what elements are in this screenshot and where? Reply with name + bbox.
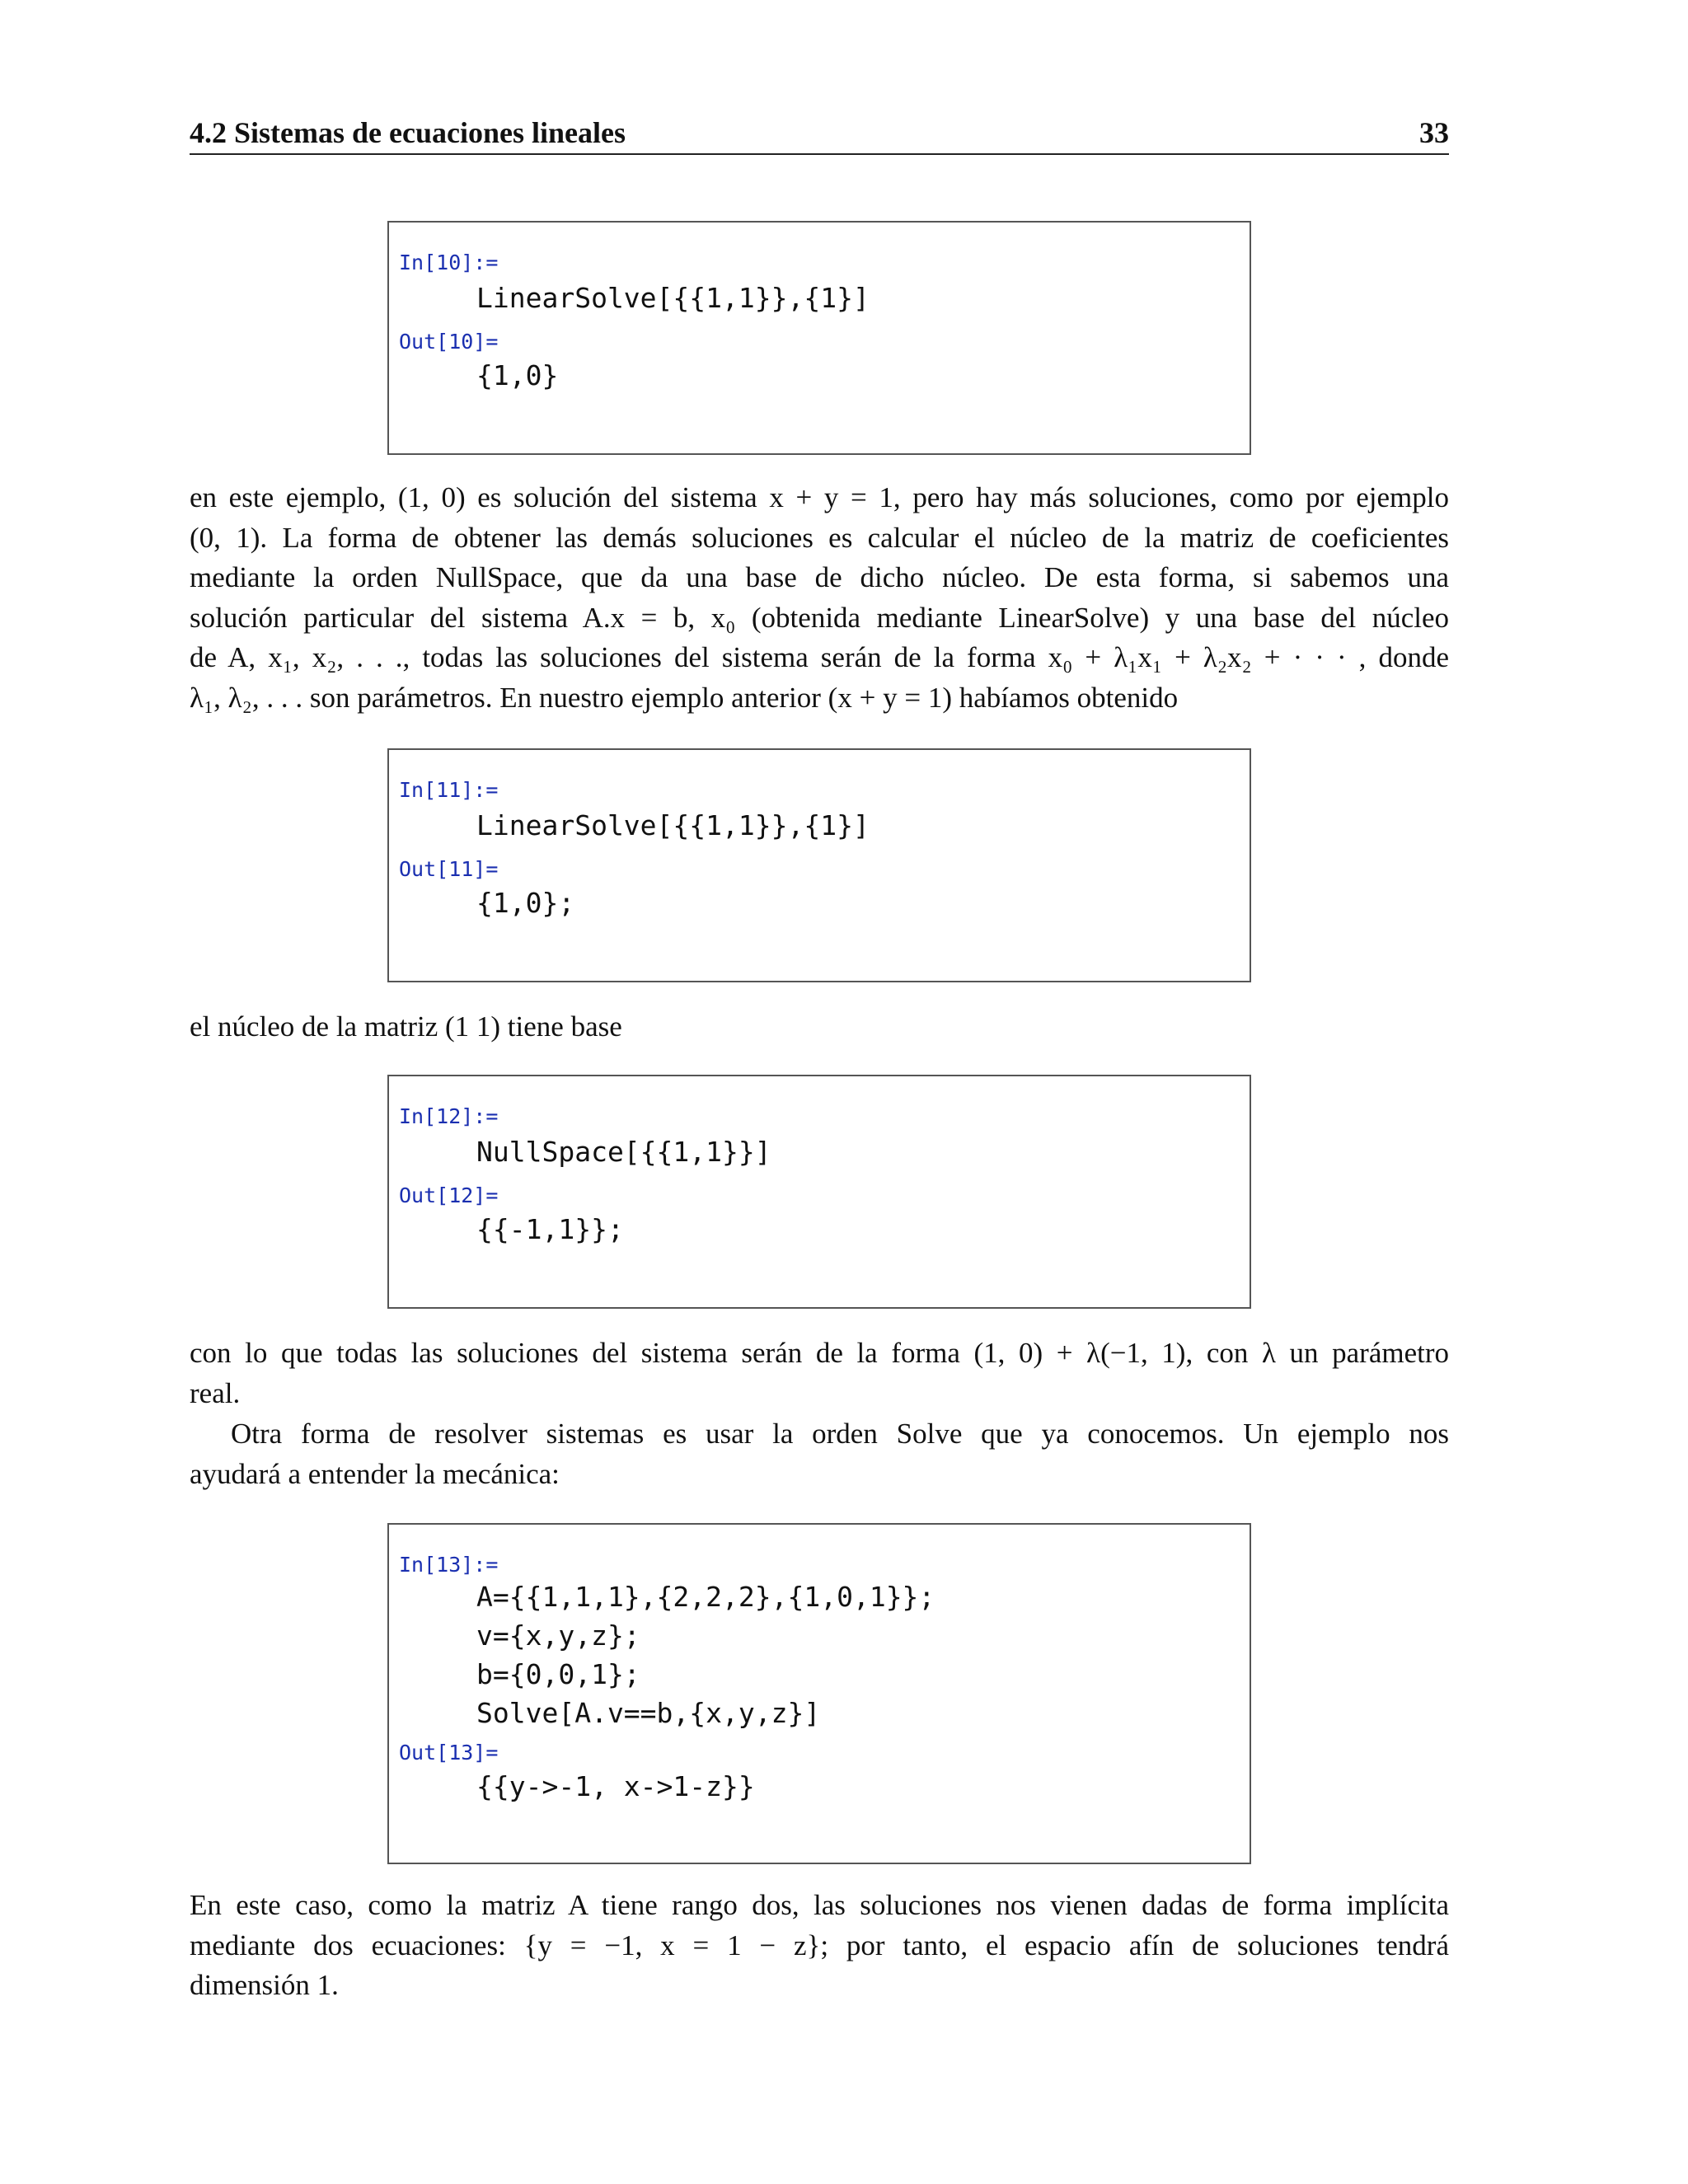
text-line: En este caso, como la matriz A tiene rango dos, las soluciones nos vienen dadas de forma implícita <box>190 1889 1449 1921</box>
input-prompt: In[10]:= <box>399 251 499 274</box>
input-prompt: In[11]:= <box>399 778 499 802</box>
text-line: el núcleo de la matriz (1 1) tiene base <box>190 1010 622 1043</box>
output-prompt: Out[10]= <box>399 330 499 354</box>
output-code: {{y->-1, x->1-z}} <box>476 1770 755 1802</box>
output-prompt: Out[13]= <box>399 1741 499 1765</box>
input-code-line: Solve[A.v==b,{x,y,z}] <box>476 1697 821 1729</box>
code-cell-12 <box>387 1075 1251 1309</box>
input-code-line: A={{1,1,1},{2,2,2},{1,0,1}}; <box>476 1581 935 1613</box>
section-title: 4.2 Sistemas de ecuaciones lineales <box>190 116 626 149</box>
text-line: con lo que todas las soluciones del sistema serán de la forma (1, 0) + λ(−1, 1), con λ un parámetro <box>190 1337 1449 1369</box>
paragraph-2 <box>190 1007 1449 1047</box>
text-line: solución particular del sistema A.x = b, x₀ (obtenida mediante LinearSolve) y una base del núcleo <box>190 601 1449 634</box>
input-prompt: In[12]:= <box>399 1104 499 1128</box>
input-code: LinearSolve[{{1,1}},{1}] <box>476 282 870 314</box>
page-number: 33 <box>1419 116 1449 149</box>
paragraph-4 <box>190 1414 1449 1494</box>
text-line: dimensión 1. <box>190 1969 339 2001</box>
text-line: λ₁, λ₂, . . . son parámetros. En nuestro ejemplo anterior (x + y = 1) habíamos obtenido <box>190 681 1179 714</box>
running-header <box>190 115 1449 155</box>
input-code-line: v={x,y,z}; <box>476 1619 640 1652</box>
code-cell-10 <box>387 221 1251 455</box>
input-code: NullSpace[{{1,1}}] <box>476 1136 771 1168</box>
output-code: {{-1,1}}; <box>476 1213 624 1245</box>
paragraph-5 <box>190 1886 1449 2006</box>
input-code: LinearSolve[{{1,1}},{1}] <box>476 809 870 841</box>
input-prompt: In[13]:= <box>399 1553 499 1577</box>
text-line: mediante dos ecuaciones: {y = −1, x = 1 − z}; por tanto, el espacio afín de soluciones tendrá <box>190 1929 1449 1961</box>
output-code: {1,0}; <box>476 887 575 919</box>
code-cell-13 <box>387 1523 1251 1864</box>
paragraph-1 <box>190 478 1449 718</box>
text-line: Otra forma de resolver sistemas es usar la orden Solve que ya conocemos. Un ejemplo nos <box>231 1418 1449 1450</box>
code-cell-11 <box>387 748 1251 982</box>
text-line: mediante la orden NullSpace, que da una base de dicho núcleo. De esta forma, si sabemos una <box>190 561 1449 593</box>
text-line: en este ejemplo, (1, 0) es solución del sistema x + y = 1, pero hay más soluciones, como por ejemplo <box>190 481 1449 513</box>
text-line: (0, 1). La forma de obtener las demás soluciones es calcular el núcleo de la matriz de coeficientes <box>190 521 1449 554</box>
output-prompt: Out[12]= <box>399 1183 499 1207</box>
input-code-line: b={0,0,1}; <box>476 1658 640 1690</box>
text-line: real. <box>190 1376 241 1409</box>
output-prompt: Out[11]= <box>399 857 499 881</box>
paragraph-3 <box>190 1333 1449 1413</box>
text-line: ayudará a entender la mecánica: <box>190 1457 560 1490</box>
output-code: {1,0} <box>476 359 559 391</box>
text-line: de A, x₁, x₂, . . ., todas las soluciones del sistema serán de la forma x₀ + λ₁x₁ + λ₂x₂ + · · · , donde <box>190 641 1449 673</box>
